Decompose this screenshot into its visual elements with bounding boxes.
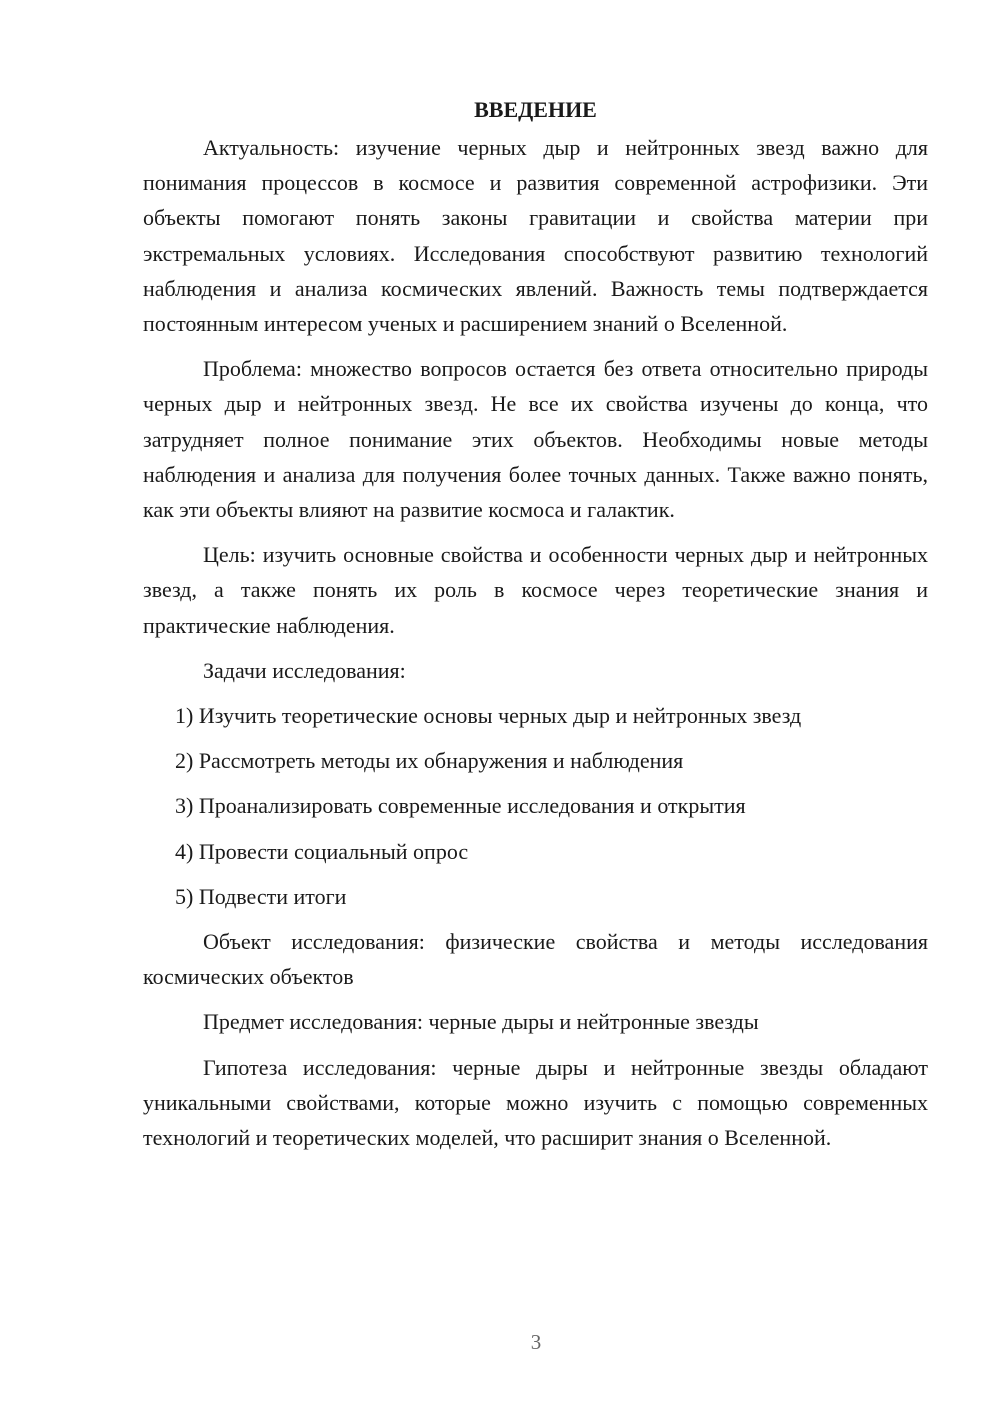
- task-item: 4) Провести социальный опрос: [175, 838, 469, 864]
- goal-paragraph: Цель: изучить основные свойства и особенности черных дыр и нейтронных звезд, а также понять их роль в космосе через теоретические знания и практические наблюдения.: [143, 542, 928, 638]
- hypothesis-paragraph: Гипотеза исследования: черные дыры и нейтронные звезды обладают уникальными свойствами, которые можно изучить с помощью современных технологий и теоретических моделей, что расширит знания о Вселенной.: [143, 1054, 928, 1151]
- task-item: 3) Проанализировать современные исследования и открытия: [175, 793, 746, 819]
- task-item: 1) Изучить теоретические основы черных дыр и нейтронных звезд: [175, 703, 802, 729]
- document-page: [143, 90, 928, 1165]
- task-item: 5) Подвести итоги: [175, 883, 347, 909]
- subject-paragraph: Предмет исследования: черные дыры и нейтронные звезды: [203, 1009, 759, 1035]
- task-item: 2) Рассмотреть методы их обнаружения и наблюдения: [175, 748, 684, 774]
- tasks-title: Задачи исследования:: [203, 657, 406, 683]
- object-paragraph: Объект исследования: физические свойства и методы исследования космических объектов: [143, 929, 928, 990]
- section-heading: ВВЕДЕНИЕ: [474, 97, 597, 122]
- task-list: [143, 698, 928, 914]
- problem-paragraph: Проблема: множество вопросов остается без ответа относительно природы черных дыр и нейтронных звезд. Не все их свойства изучены до конца, что затрудняет полное понимание этих объектов. Необходимы новые методы наблюдения и анализа для получения более точных данных. Также важно понять, как эти объекты влияют на развитие космоса и галактик.: [143, 356, 928, 523]
- relevance-paragraph: Актуальность: изучение черных дыр и нейтронных звезд важно для понимания процессов в космосе и развития современной астрофизики. Эти объекты помогают понять законы гравитации и свойства материи при экстремальных условиях. Исследования способствуют развитию технологий наблюдения и анализа космических явлений. Важность темы подтверждается постоянным интересом ученых и расширением знаний о Вселенной.: [143, 135, 928, 337]
- page-number: 3: [530, 1330, 542, 1354]
